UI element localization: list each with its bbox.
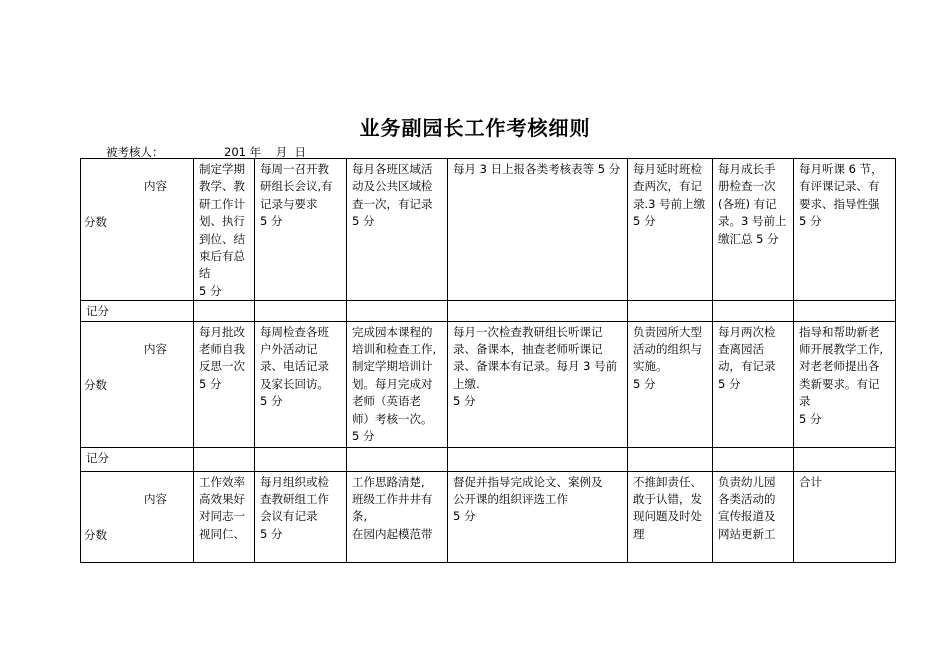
score-label: 分数 (84, 215, 107, 230)
score-row-1 (81, 301, 896, 321)
criteria-cell: 每月成长手 册检查一次 (各班) 有记 录。3 号前上 缴汇总 5 分 (713, 159, 794, 301)
criteria-cell: 每周检查各班 户外活动记 录、电话记录 及家长回访。 5 分 (255, 321, 347, 447)
score-cell[interactable] (347, 301, 448, 321)
score-cell[interactable] (713, 301, 794, 321)
assessment-table (80, 158, 896, 563)
header-cell (81, 471, 194, 562)
score-cell[interactable] (347, 447, 448, 471)
score-cell[interactable] (194, 447, 255, 471)
criteria-cell: 负责园所大型 活动的组织与 实施。 5 分 (628, 321, 713, 447)
score-row-label: 记分 (81, 447, 194, 471)
score-cell[interactable] (255, 447, 347, 471)
criteria-cell: 每月 3 日上报各类考核表等 5 分 (448, 159, 628, 301)
criteria-cell: 每月一次检查教研组长听课记 录、备课本，抽查老师听课记 录、备课本有记录。每月 3 号前 上缴. 5 分 (448, 321, 628, 447)
header-cell (81, 321, 194, 447)
score-cell[interactable] (628, 447, 713, 471)
page-title: 业务副园长工作考核细则 (359, 116, 591, 140)
score-cell[interactable] (448, 301, 628, 321)
date-label: 201 年 月 日 (224, 145, 307, 159)
content-label: 内容 (144, 342, 167, 357)
score-label: 分数 (84, 377, 107, 392)
score-cell[interactable] (448, 447, 628, 471)
criteria-cell: 完成园本课程的 培训和检查工作, 制定学期培训计 划。每月完成对 老师（英语老 师）考核一次。 5 分 (347, 321, 448, 447)
examinee-label: 被考核人： (106, 145, 164, 159)
content-row-3 (81, 471, 896, 562)
score-cell[interactable] (255, 301, 347, 321)
score-cell[interactable] (794, 301, 896, 321)
criteria-cell: 工作思路清楚, 班级工作井井有 条, 在园内起模范带 (347, 471, 448, 562)
score-cell[interactable] (713, 447, 794, 471)
content-row-2 (81, 321, 896, 447)
criteria-cell: 工作效率 高效果好 对同志一 视同仁、 (194, 471, 255, 562)
criteria-cell: 每月延时班检 查两次，有记 录.3 号前上缴 5 分 (628, 159, 713, 301)
criteria-cell: 每周一召开教 研组长会议,有 记录与要求 5 分 (255, 159, 347, 301)
content-label: 内容 (144, 492, 167, 507)
criteria-cell: 制定学期 教学、教 研工作计 划、执行 到位、结 束后有总 结 5 分 (194, 159, 255, 301)
score-cell[interactable] (794, 447, 896, 471)
criteria-cell: 负责幼儿园 各类活动的 宣传报道及 网站更新工 (713, 471, 794, 562)
score-row-label: 记分 (81, 301, 194, 321)
criteria-cell: 督促并指导完成论文、案例及 公开课的组织评选工作 5 分 (448, 471, 628, 562)
header-cell (81, 159, 194, 301)
content-label: 内容 (144, 179, 167, 194)
score-row-2 (81, 447, 896, 471)
content-row-1 (81, 159, 896, 301)
criteria-cell: 指导和帮助新老 师开展教学工作, 对老老师提出各 类新要求。有记 录 5 分 (794, 321, 896, 447)
criteria-cell: 每月组织或检 查教研组工作 会议有记录 5 分 (255, 471, 347, 562)
criteria-cell: 不推卸责任、 敢于认错，发 现问题及时处 理 (628, 471, 713, 562)
score-cell[interactable] (194, 301, 255, 321)
criteria-cell: 每月各班区域活 动及公共区域检 查一次，有记录 5 分 (347, 159, 448, 301)
total-cell: 合计 (794, 471, 896, 562)
criteria-cell: 每月批改 老师自我 反思一次 5 分 (194, 321, 255, 447)
score-cell[interactable] (628, 301, 713, 321)
criteria-cell: 每月两次检 查离园活 动，有记录 5 分 (713, 321, 794, 447)
score-label: 分数 (84, 527, 107, 542)
criteria-cell: 每月听课 6 节， 有评课记录、有 要求、指导性强 5 分 (794, 159, 896, 301)
